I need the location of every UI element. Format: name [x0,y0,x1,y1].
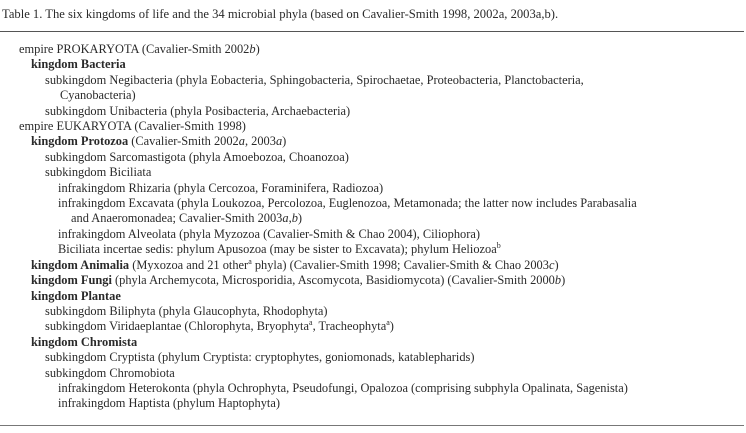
taxonomy-table [0,42,744,412]
table-row-kingdom-chromista: kingdom Chromista [31,334,138,349]
top-rule [0,31,744,32]
table-row-kingdom-plantae: kingdom Plantae [31,288,121,303]
table-row-viridaeplantae: subkingdom Viridaeplantae (Chlorophyta, Bryophyta$^a$, Tracheophyta$^a$) [45,318,394,334]
table-row-biciliata-incertae-sedis: Biciliata incertae sedis: phylum Apusozoa (may be sister to Excavata); phylum Heliozoa$^b$ [58,241,501,257]
bottom-rule [0,425,744,426]
table-row-unibacteria: subkingdom Unibacteria (phyla Posibacteria, Archaebacteria) [45,103,351,118]
table-row-negibacteria-cont: Cyanobacteria) [60,88,136,103]
table-row-empire-eukaryota: empire EUKARYOTA (Cavalier-Smith 1998) [19,119,246,134]
table-row-kingdom-fungi: kingdom Fungi (phyla Archemycota, Microsporidia, Ascomycota, Basidiomycota) (Cavalier-Smith 2000b) [31,273,566,288]
table-row-alveolata: infrakingdom Alveolata (phyla Myzozoa (Cavalier-Smith & Chao 2004), Ciliophora) [58,226,480,241]
table-row-haptista: infrakingdom Haptista (phylum Haptophyta) [58,396,280,411]
table-row-kingdom-animalia: kingdom Animalia (Myxozoa and 21 other$^a$ phyla) (Cavalier-Smith 1998; Cavalier-Smith & Chao 2003c) [31,256,559,272]
table-caption: Table 1. The six kingdoms of life and the 34 microbial phyla (based on Cavalier-Smith 1998, 2002a, 2003a,b). [2,7,559,21]
table-row-excavata: infrakingdom Excavata (phyla Loukozoa, Percolozoa, Euglenozoa, Metamonada; the latter now includes Parabasalia [58,196,637,211]
table-row-excavata-cont: and Anaeromonadea; Cavalier-Smith 2003a,b) [71,211,303,226]
table-row-biciliata: subkingdom Biciliata [45,165,152,180]
table-row-cryptista: subkingdom Cryptista (phylum Cryptista: cryptophytes, goniomonads, katablepharids) [45,350,475,365]
table-row-empire-prokaryota: empire PROKARYOTA (Cavalier-Smith 2002b) [19,42,260,56]
table-row-rhizaria: infrakingdom Rhizaria (phyla Cercozoa, Foraminifera, Radiozoa) [58,180,384,195]
table-row-biliphyta: subkingdom Biliphyta (phyla Glaucophyta, Rhodophyta) [45,303,328,318]
table-row-kingdom-bacteria: kingdom Bacteria [31,57,126,72]
table-row-chromobiota: subkingdom Chromobiota [45,365,175,380]
table-row-heterokonta: infrakingdom Heterokonta (phyla Ochrophyta, Pseudofungi, Opalozoa (comprising subphyla Opalinata, Sagenista) [58,380,628,395]
table-row-negibacteria: subkingdom Negibacteria (phyla Eobacteria, Sphingobacteria, Spirochaetae, Proteobacteria, Planctobacteria, [45,72,584,87]
table-row-sarcomastigota: subkingdom Sarcomastigota (phyla Amoebozoa, Choanozoa) [45,149,349,164]
table-row-kingdom-protozoa: kingdom Protozoa (Cavalier-Smith 2002a, 2003a) [31,134,287,149]
